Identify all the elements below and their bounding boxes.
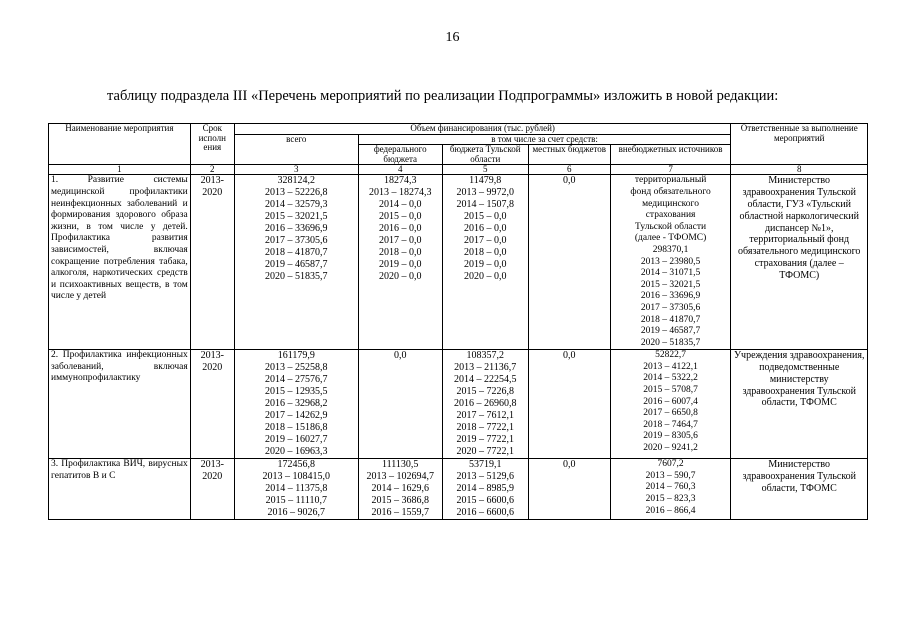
amount-line: 2014 – 0,0 — [378, 199, 422, 211]
header-extra: внебюджетных источников — [610, 145, 731, 165]
activity-name: 3. Профилактика ВИЧ, вирусных гепатитов В и С — [49, 459, 191, 520]
amount-line: 2019 – 0,0 — [464, 259, 507, 271]
amount-line: 2015 – 3686,8 — [371, 495, 429, 507]
header-responsible: Ответственные за выполнение мероприятий — [731, 124, 868, 165]
amount-line: 2019 – 16027,7 — [265, 434, 328, 446]
amount-line: 2017 – 7612,1 — [456, 410, 514, 422]
amount-line: 111130,5 — [382, 459, 419, 471]
amount-line: 2014 – 5322,2 — [643, 373, 698, 384]
amount-line: 2013 – 52226,8 — [265, 187, 328, 199]
total-cell — [234, 175, 358, 350]
amount-line: 108357,2 — [466, 350, 504, 362]
amount-line: фонд обязательного — [630, 186, 711, 197]
amount-line: 2015 – 6600,6 — [456, 495, 514, 507]
amount-line: 2017 – 37305,6 — [265, 235, 328, 247]
amount-line: страхования — [645, 210, 696, 221]
page-number: 16 — [445, 30, 460, 45]
amount-line: 328124,2 — [277, 175, 316, 187]
amount-line: 2013 – 21136,7 — [454, 362, 517, 374]
intro-text: таблицу подраздела III «Перечень мероприятий по реализации Подпрограммы» изложить в новой редакции: — [107, 88, 779, 104]
column-number: 7 — [610, 165, 731, 175]
regional-cell — [442, 175, 528, 350]
amount-line: 2015 – 0,0 — [378, 211, 422, 223]
amount-line: 2013 – 590,7 — [645, 470, 696, 481]
amount-line: 2014 – 760,3 — [645, 482, 696, 493]
amount-line: 0,0 — [393, 350, 407, 362]
amount-line: 2017 – 0,0 — [464, 235, 507, 247]
total-cell — [234, 459, 358, 520]
header-financing: Объем финансирования (тыс. рублей) — [234, 124, 731, 135]
amount-line: медицинского — [642, 198, 699, 209]
activities-table — [48, 123, 868, 520]
amount-line: Тульской области — [635, 221, 707, 232]
extra-cell — [610, 459, 731, 520]
amount-line: 53719,1 — [469, 459, 502, 471]
amount-line: 2013 – 102694,7 — [366, 471, 434, 483]
local-cell — [528, 175, 610, 350]
amount-line: 2016 – 33696,9 — [640, 291, 701, 302]
amount-line: 52822,7 — [655, 350, 687, 361]
amount-line: 161179,9 — [277, 350, 315, 362]
column-number: 2 — [190, 165, 234, 175]
responsible-cell: Министерство здравоохранения Тульской области, ТФОМС — [731, 459, 868, 520]
amount-line: 2016 – 6600,6 — [456, 507, 514, 519]
amount-line: 172456,8 — [277, 459, 316, 471]
column-number: 5 — [442, 165, 528, 175]
amount-line: 2017 – 37305,6 — [640, 302, 701, 313]
amount-line: территориальный — [634, 175, 707, 186]
amount-line: 2015 – 0,0 — [464, 211, 507, 223]
amount-line: 2014 – 1507,8 — [456, 199, 514, 211]
header-term: Срок исполн ения — [190, 124, 234, 165]
total-cell — [234, 350, 358, 459]
amount-line: 0,0 — [562, 459, 576, 471]
header-total: всего — [234, 134, 358, 165]
amount-line: 2020 – 0,0 — [378, 271, 422, 283]
amount-line: 2016 – 1559,7 — [371, 507, 429, 519]
amount-line: 2015 – 11110,7 — [265, 495, 327, 507]
amount-line: 2015 – 12935,5 — [265, 386, 328, 398]
activity-name: 2. Профилактика инфекционных заболеваний, включая иммунопрофилактику — [49, 350, 191, 459]
amount-line: 2013 – 108415,0 — [262, 471, 331, 483]
amount-line: (далее - ТФОМС) — [634, 233, 707, 244]
amount-line: 2013 – 4122,1 — [643, 361, 698, 372]
amount-line: 2015 – 823,3 — [645, 494, 696, 505]
amount-line: 2019 – 7722,1 — [456, 434, 514, 446]
amount-line: 2018 – 41870,7 — [640, 314, 701, 325]
amount-line: 11479,8 — [469, 175, 502, 187]
term-cell: 2013-2020 — [190, 175, 234, 350]
amount-line: 0,0 — [562, 350, 576, 362]
responsible-cell: Министерство здравоохранения Тульской области, ГУЗ «Тульский областной наркологический диспансер №1», территориальный фонд обязательного медицинского страхования (далее – ТФОМС) — [731, 175, 868, 350]
amount-line: 2013 – 18274,3 — [368, 187, 432, 199]
amount-line: 2015 – 5708,7 — [643, 385, 698, 396]
amount-line: 2020 – 7722,1 — [456, 446, 514, 458]
amount-line: 2014 – 1629,6 — [371, 483, 429, 495]
table-row — [49, 350, 868, 459]
header-federal: федерального бюджета — [358, 145, 442, 165]
regional-cell — [442, 350, 528, 459]
amount-line: 2017 – 6650,8 — [643, 408, 698, 419]
amount-line: 2016 – 33696,9 — [265, 223, 328, 235]
amount-line: 2020 – 51835,7 — [640, 337, 701, 348]
amount-line: 2019 – 46587,7 — [640, 326, 701, 337]
table-row — [49, 175, 868, 350]
extra-cell — [610, 175, 731, 350]
local-cell — [528, 350, 610, 459]
amount-line: 2019 – 8305,6 — [643, 431, 698, 442]
amount-line: 2018 – 0,0 — [378, 247, 422, 259]
amount-line: 18274,3 — [383, 175, 417, 187]
table-row — [49, 459, 868, 520]
amount-line: 2013 – 23980,5 — [640, 256, 701, 267]
amount-line: 2016 – 0,0 — [464, 223, 507, 235]
amount-line: 2020 – 16963,3 — [265, 446, 328, 458]
amount-line: 2019 – 46587,7 — [265, 259, 328, 271]
federal-cell — [358, 350, 442, 459]
amount-line: 2019 – 0,0 — [378, 259, 422, 271]
amount-line: 2016 – 6007,4 — [643, 396, 698, 407]
column-number: 6 — [528, 165, 610, 175]
amount-line: 2018 – 41870,7 — [265, 247, 328, 259]
amount-line: 2020 – 9241,2 — [643, 443, 698, 454]
amount-line: 2014 – 11375,8 — [265, 483, 328, 495]
header-local: местных бюджетов — [528, 145, 610, 165]
column-numbers-row — [49, 165, 868, 175]
amount-line: 2014 – 22254,5 — [454, 374, 517, 386]
column-number: 3 — [234, 165, 358, 175]
amount-line: 2016 – 26960,8 — [454, 398, 517, 410]
amount-line: 2017 – 0,0 — [378, 235, 422, 247]
amount-line: 2018 – 0,0 — [464, 247, 507, 259]
amount-line: 2015 – 32021,5 — [640, 279, 701, 290]
amount-line: 2018 – 7464,7 — [643, 419, 698, 430]
extra-cell — [610, 350, 731, 459]
local-cell — [528, 459, 610, 520]
amount-line: 2014 – 31071,5 — [640, 268, 701, 279]
amount-line: 2018 – 15186,8 — [265, 422, 328, 434]
amount-line: 2014 – 8985,9 — [456, 483, 514, 495]
amount-line: 2020 – 51835,7 — [265, 271, 328, 283]
term-cell: 2013-2020 — [190, 350, 234, 459]
amount-line: 2013 – 5129,6 — [456, 471, 514, 483]
amount-line: 2014 – 27576,7 — [265, 374, 328, 386]
header-regional: бюджета Тульской области — [442, 145, 528, 165]
term-cell: 2013-2020 — [190, 459, 234, 520]
responsible-cell: Учреждения здравоохранения, подведомственные министерству здравоохранения Тульской области, ТФОМС — [731, 350, 868, 459]
federal-cell — [358, 459, 442, 520]
amount-line: 2016 – 32968,2 — [265, 398, 328, 410]
amount-line: 298370,1 — [652, 244, 689, 255]
header-including: в том числе за счет средств: — [358, 134, 731, 145]
amount-line: 2015 – 7226,8 — [456, 386, 514, 398]
federal-cell — [358, 175, 442, 350]
activity-name: 1. Развитие системы медицинской профилактики неинфекционных заболеваний и формирования здорового образа жизни, в том числе у детей. Профилактика развития зависимостей, включая сокращение потребления табака, алкоголя, наркотических средств и психоактивных веществ, в том числе у детей — [49, 175, 191, 350]
amount-line: 2014 – 32579,3 — [265, 199, 328, 211]
amount-line: 2017 – 14262,9 — [265, 410, 328, 422]
amount-line: 7607,2 — [657, 459, 684, 470]
column-number: 1 — [49, 165, 191, 175]
amount-line: 2016 – 0,0 — [378, 223, 422, 235]
table-body — [49, 175, 868, 520]
column-number: 8 — [731, 165, 868, 175]
amount-line: 2016 – 866,4 — [645, 505, 696, 516]
amount-line: 2015 – 32021,5 — [265, 211, 328, 223]
amount-line: 2013 – 9972,0 — [456, 187, 514, 199]
regional-cell — [442, 459, 528, 520]
header-name: Наименование мероприятия — [49, 124, 191, 165]
amount-line: 2020 – 0,0 — [464, 271, 507, 283]
amount-line: 2013 – 25258,8 — [265, 362, 328, 374]
amount-line: 2018 – 7722,1 — [456, 422, 514, 434]
column-number: 4 — [358, 165, 442, 175]
amount-line: 0,0 — [562, 175, 576, 187]
amount-line: 2016 – 9026,7 — [267, 507, 326, 519]
